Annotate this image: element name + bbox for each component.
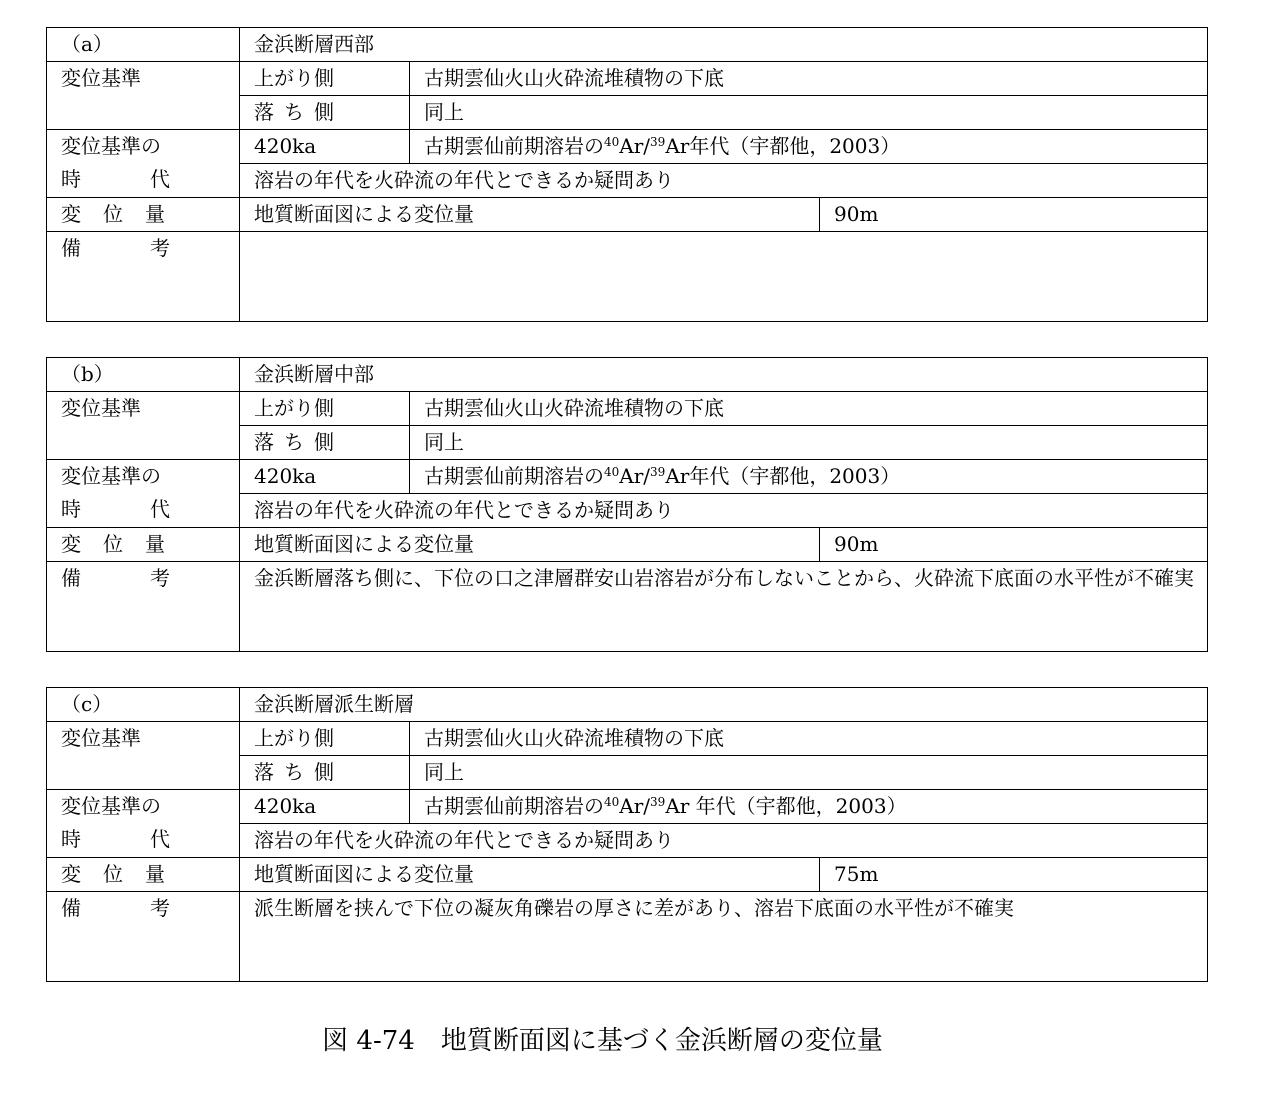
age-note: 溶岩の年代を火砕流の年代とできるか疑問あり xyxy=(240,494,1208,528)
basis-label: 変位基準 xyxy=(47,722,240,790)
upthrown-value: 古期雲仙火山火砕流堆積物の下底 xyxy=(410,62,1208,96)
age-label xyxy=(47,460,240,528)
age-source: 古期雲仙前期溶岩の$^{40}$Ar/$^{39}$Ar 年代（宇都他，2003） xyxy=(410,790,1208,824)
upthrown-label: 上がり側 xyxy=(240,62,410,96)
downthrown-label: 落ち側 xyxy=(240,756,410,790)
age-label xyxy=(47,790,240,858)
downthrown-value: 同上 xyxy=(410,756,1208,790)
age-label-line1: 変位基準の xyxy=(61,794,161,818)
age-source: 古期雲仙前期溶岩の$^{40}$Ar/$^{39}$Ar年代（宇都他，2003） xyxy=(410,460,1208,494)
amount-value: 90m xyxy=(820,528,1208,562)
age-value: 420ka xyxy=(240,460,410,494)
amount-value: 75m xyxy=(820,858,1208,892)
remarks-value: 派生断層を挟んで下位の凝灰角礫岩の厚さに差があり、溶岩下底面の水平性が不確実 xyxy=(240,892,1208,982)
downthrown-value: 同上 xyxy=(410,426,1208,460)
upthrown-value: 古期雲仙火山火砕流堆積物の下底 xyxy=(410,392,1208,426)
remarks-label: 備 考 xyxy=(47,562,240,652)
amount-label: 変位量 xyxy=(47,198,240,232)
age-value: 420ka xyxy=(240,790,410,824)
fault-table-c xyxy=(46,687,1208,982)
fault-name: 金浜断層中部 xyxy=(240,358,1208,392)
table-label: （c） xyxy=(47,688,240,722)
downthrown-label: 落ち側 xyxy=(240,96,410,130)
amount-value: 90m xyxy=(820,198,1208,232)
downthrown-value: 同上 xyxy=(410,96,1208,130)
age-label-char2: 代 xyxy=(150,827,170,851)
upthrown-label: 上がり側 xyxy=(240,722,410,756)
fault-name: 金浜断層西部 xyxy=(240,28,1208,62)
fault-table-a xyxy=(46,27,1208,322)
figure-caption: 図 4-74 地質断面図に基づく金浜断層の変位量 xyxy=(322,1026,883,1056)
age-note: 溶岩の年代を火砕流の年代とできるか疑問あり xyxy=(240,164,1208,198)
age-label-char2: 代 xyxy=(150,167,170,191)
age-label-char1: 時 xyxy=(61,167,81,191)
age-label-line1: 変位基準の xyxy=(61,464,161,488)
age-value: 420ka xyxy=(240,130,410,164)
downthrown-label: 落ち側 xyxy=(240,426,410,460)
age-label-char1: 時 xyxy=(61,497,81,521)
amount-label: 変位量 xyxy=(47,528,240,562)
age-note: 溶岩の年代を火砕流の年代とできるか疑問あり xyxy=(240,824,1208,858)
basis-label: 変位基準 xyxy=(47,392,240,460)
fault-table-b xyxy=(46,357,1208,652)
amount-method: 地質断面図による変位量 xyxy=(240,528,820,562)
remarks-label: 備 考 xyxy=(47,892,240,982)
remarks-label: 備 考 xyxy=(47,232,240,322)
amount-label: 変位量 xyxy=(47,858,240,892)
basis-label: 変位基準 xyxy=(47,62,240,130)
remarks-value: 金浜断層落ち側に、下位の口之津層群安山岩溶岩が分布しないことから、火砕流下底面の水平性が不確実 xyxy=(240,562,1208,652)
remarks-value xyxy=(240,232,1208,322)
age-label-line1: 変位基準の xyxy=(61,134,161,158)
age-label-char1: 時 xyxy=(61,827,81,851)
upthrown-label: 上がり側 xyxy=(240,392,410,426)
age-label-char2: 代 xyxy=(150,497,170,521)
table-label: （b） xyxy=(47,358,240,392)
amount-method: 地質断面図による変位量 xyxy=(240,858,820,892)
age-source: 古期雲仙前期溶岩の$^{40}$Ar/$^{39}$Ar年代（宇都他，2003） xyxy=(410,130,1208,164)
fault-name: 金浜断層派生断層 xyxy=(240,688,1208,722)
age-label xyxy=(47,130,240,198)
table-label: （a） xyxy=(47,28,240,62)
upthrown-value: 古期雲仙火山火砕流堆積物の下底 xyxy=(410,722,1208,756)
amount-method: 地質断面図による変位量 xyxy=(240,198,820,232)
